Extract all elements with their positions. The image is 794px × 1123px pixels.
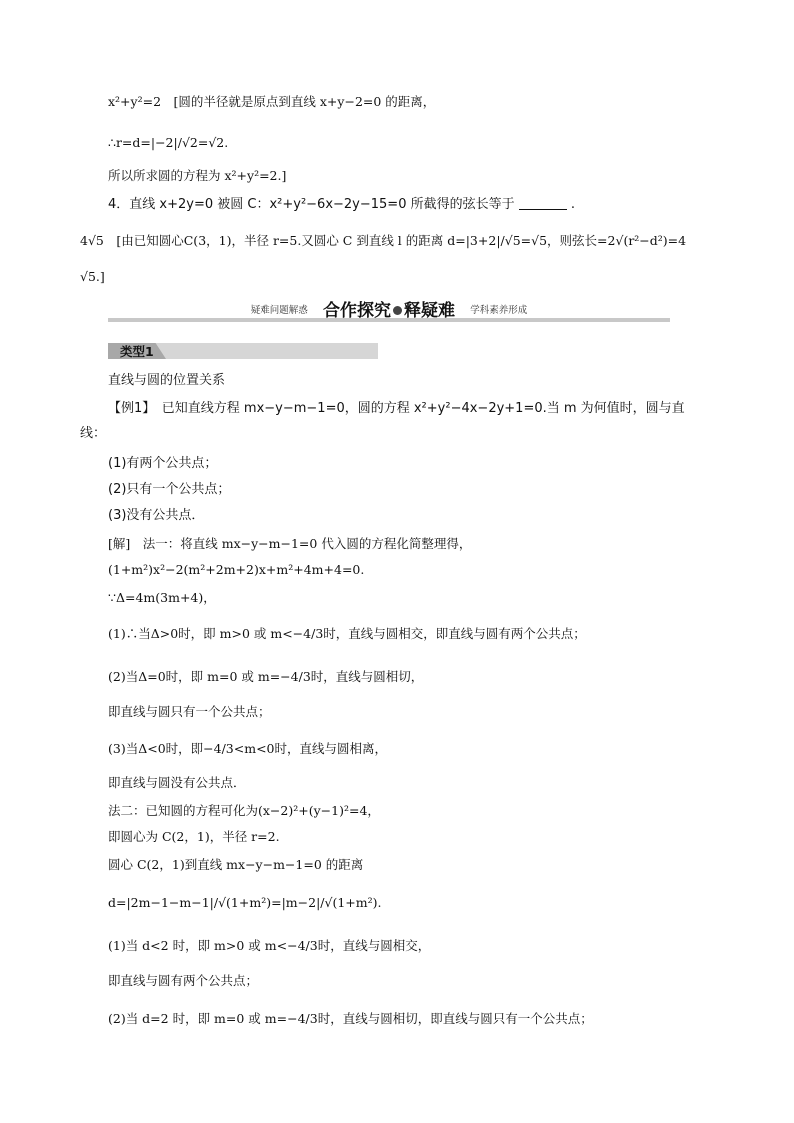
text-line: (3)当Δ<0时，即−4/3<m<0时，直线与圆相离， — [108, 741, 388, 756]
text-line: ∵Δ=4m(3m+4)， — [108, 590, 216, 605]
type-label: 类型1 — [120, 344, 154, 359]
text-line: (2)当 d=2 时，即 m=0 或 m=−4/3时，直线与圆相切，即直线与圆只有一个公共点； — [108, 1011, 593, 1026]
text-line: (1)当 d<2 时，即 m>0 或 m<−4/3时，直线与圆相交， — [108, 938, 431, 953]
text-line: (2)当Δ=0时，即 m=0 或 m=−4/3时，直线与圆相切， — [108, 669, 424, 684]
text-line: 法二：已知圆的方程可化为(x−2)²+(y−1)²=4， — [108, 803, 380, 818]
text-line: 即直线与圆没有公共点． — [108, 775, 246, 790]
type-header — [108, 343, 378, 359]
text-line: [解] 法一：将直线 mx−y−m−1=0 代入圆的方程化简整理得， — [108, 536, 472, 551]
banner-title-part1: 合作探究 — [323, 301, 391, 321]
text-line: x²+y²=2 [圆的半径就是原点到直线 x+y−2=0 的距离， — [108, 94, 436, 109]
example-line: 线： — [80, 426, 107, 441]
answer-blank — [519, 195, 567, 210]
text-line: 即圆心为 C(2，1)，半径 r=2. — [108, 829, 280, 844]
section-title: 直线与圆的位置关系 — [108, 373, 226, 388]
section-banner — [108, 296, 670, 324]
example-line: 【例1】 已知直线方程 mx−y−m−1=0，圆的方程 x²+y²−4x−2y+1=0.当 m 为何值时，圆与直 — [108, 401, 685, 416]
text-line: 圆心 C(2，1)到直线 mx−y−m−1=0 的距离 — [108, 857, 364, 872]
question-4 — [108, 195, 575, 214]
banner-text — [108, 296, 670, 321]
banner-left-caption: 疑难问题解惑 — [250, 305, 308, 316]
text-line: (3)没有公共点． — [108, 508, 205, 523]
text-line: (1+m²)x²−2(m²+2m+2)x+m²+4m+4=0. — [108, 562, 365, 577]
text-line: √5.] — [80, 269, 105, 284]
text-line: ∴r=d=|−2|/√2=√2. — [108, 135, 229, 150]
text-line: (1)有两个公共点； — [108, 456, 218, 471]
text-line: d=|2m−1−m−1|/√(1+m²)=|m−2|/√(1+m²). — [108, 895, 382, 910]
text-line: (1)∴当Δ>0时，即 m>0 或 m<−4/3时，直线与圆相交，即直线与圆有两个公共点； — [108, 626, 586, 641]
banner-title-part2: 释疑难 — [404, 301, 455, 321]
text-line: 所以所求圆的方程为 x²+y²=2.] — [108, 168, 287, 183]
banner-right-caption: 学科素养形成 — [470, 305, 528, 316]
text-line: 即直线与圆只有一个公共点； — [108, 704, 271, 719]
text-line: (2)只有一个公共点； — [108, 482, 231, 497]
banner-dot-icon — [393, 306, 402, 315]
question-4-text: 4．直线 x+2y=0 被圆 C：x²+y²−6x−2y−15=0 所截得的弦长等于 — [108, 197, 515, 212]
question-4-end: . — [570, 197, 576, 212]
text-line: 4√5 [由已知圆心C(3，1)，半径 r=5.又圆心 C 到直线 l 的距离 d=|3+2|/√5=√5，则弦长=2√(r²−d²)=4 — [80, 233, 687, 248]
text-line: 即直线与圆有两个公共点； — [108, 973, 259, 988]
